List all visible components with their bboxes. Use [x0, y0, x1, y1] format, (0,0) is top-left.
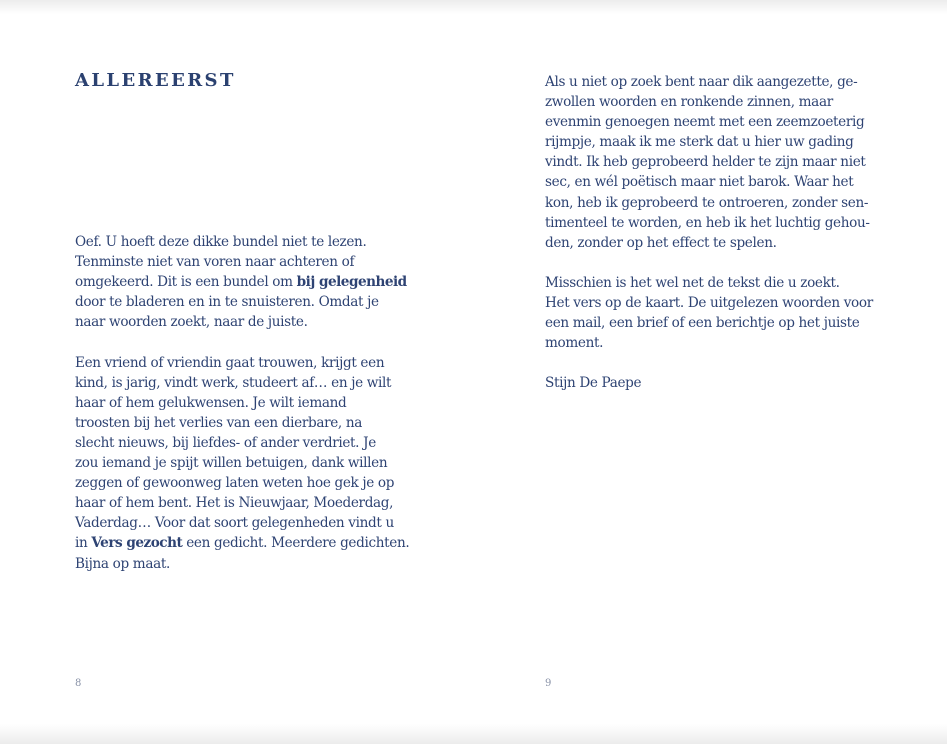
text-line: rijmpje, maak ik me sterk dat u hier uw gading	[545, 134, 854, 151]
left-page	[0, 0, 473, 744]
page-heading: ALLEREERST	[75, 70, 236, 91]
text-line: zou iemand je spijt willen betuigen, dank willen	[75, 455, 388, 472]
text-line: omgekeerd. Dit is een bundel om bij gelegenheid	[75, 274, 407, 291]
text-line: Bijna op maat.	[75, 555, 170, 572]
text-line: slecht nieuws, bij liefdes- of ander verdriet. Je	[75, 434, 376, 451]
left-body-text	[75, 232, 409, 574]
text-line: timenteel te worden, en heb ik het luchtig gehou-	[545, 214, 870, 231]
emphasis-vers-gezocht: Vers gezocht	[91, 535, 183, 552]
text-line: Als u niet op zoek bent naar dik aangezette, ge-	[545, 74, 858, 90]
text-line: Oef. U hoeft deze dikke bundel niet te lezen.	[75, 234, 367, 250]
right-page	[473, 0, 947, 744]
text-line: haar of hem gelukwensen. Je wilt iemand	[75, 394, 347, 411]
text-line: troosten bij het verlies van een dierbare, na	[75, 414, 363, 431]
emphasis-bij-gelegenheid: bij gelegenheid	[296, 274, 407, 291]
text-line: sec, en wél poëtisch maar niet barok. Waar het	[545, 174, 854, 191]
text-line: moment.	[545, 335, 604, 352]
right-body-text	[545, 72, 873, 394]
text-line: naar woorden zoekt, naar de juiste.	[75, 314, 308, 331]
page-number: 8	[75, 678, 82, 689]
text-line: den, zonder op het effect te spelen.	[545, 234, 777, 251]
text-line: zwollen woorden en ronkende zinnen, maar	[545, 94, 833, 111]
signature: Stijn De Paepe	[545, 375, 642, 392]
text-line: Het vers op de kaart. De uitgelezen woorden voor	[545, 295, 873, 312]
text-line: zeggen of gewoonweg laten weten hoe gek je op	[75, 475, 395, 492]
text-line: Misschien is het wel net de tekst die u zoekt.	[545, 274, 840, 291]
text-line: Tenminste niet van voren naar achteren of	[75, 254, 355, 271]
text-line: Vaderdag… Voor dat soort gelegenheden vindt u	[75, 515, 394, 532]
text-line: vindt. Ik heb geprobeerd helder te zijn maar niet	[545, 154, 866, 171]
text-line: door te bladeren en in te snuisteren. Omdat je	[75, 294, 379, 311]
text-line: een mail, een brief of een berichtje op het juiste	[545, 315, 860, 332]
text-line: Een vriend of vriendin gaat trouwen, krijgt een	[75, 354, 385, 371]
text-line: haar of hem bent. Het is Nieuwjaar, Moederdag,	[75, 495, 394, 512]
text-line: evenmin genoegen neemt met een zeemzoeterig	[545, 114, 865, 131]
page-number: 9	[545, 678, 552, 689]
text-line: kon, heb ik geprobeerd te ontroeren, zonder sen-	[545, 194, 869, 211]
text-line: in Vers gezocht een gedicht. Meerdere gedichten.	[75, 535, 410, 552]
text-line: kind, is jarig, vindt werk, studeert af… en je wilt	[75, 374, 392, 391]
